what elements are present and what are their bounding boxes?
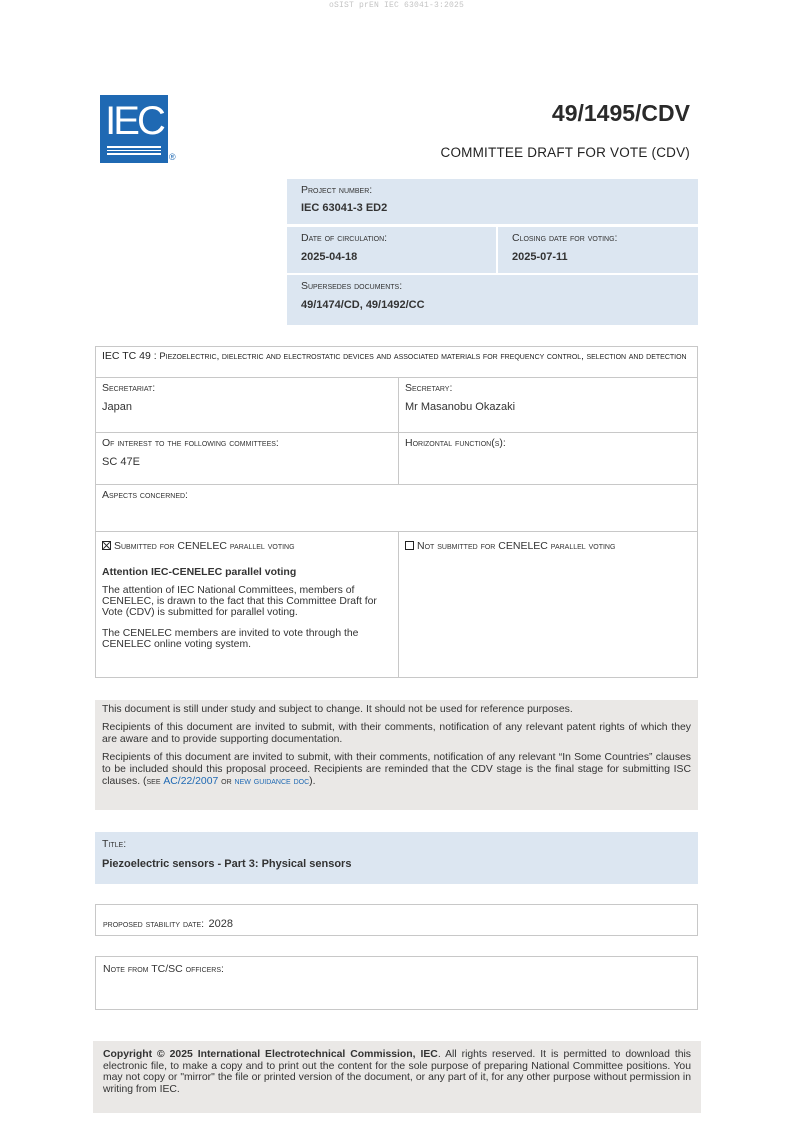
secretary-value: Mr Masanobu Okazaki [405,401,516,413]
cenelec-not-submitted-cell [398,532,697,677]
committee-table [95,346,698,678]
tc-cell [96,347,697,377]
note-label: Note from TC/SC officers: [103,963,224,975]
document-reference: 49/1495/CDV [551,100,690,126]
stability-value: 2028 [208,918,234,930]
secretariat-row [96,378,697,433]
logo-text: IEC [105,99,163,143]
title-value: Piezoelectric sensors - Part 3: Physical sensors [102,858,352,870]
supersedes-documents: 49/1474/CD, 49/1492/CC [301,299,425,311]
secretary-cell [398,378,697,432]
attention-paragraph-1: The attention of IEC National Committees, members of CENELEC, is drawn to the fact that this Committee Draft for Vote (CDV) is submitted for parallel voting. [102,585,377,618]
iec-logo [100,95,168,163]
not-submitted-label: Not submitted for CENELEC parallel voting [417,540,616,552]
tc-number: IEC TC 49 : [102,350,157,362]
attention-title: Attention IEC-CENELEC parallel voting [102,566,297,578]
aspects-row [96,485,697,532]
cenelec-submitted-option [102,540,392,552]
closing-date: 2025-07-11 [512,251,568,263]
tc-row [96,347,697,378]
watermark-text: oSIST prEN IEC 63041-3:2025 [328,1,465,10]
cenelec-row [96,532,697,677]
interest-label: Of interest to the following committees: [102,437,279,449]
closing-date-label: Closing date for voting: [512,232,618,244]
see-text: (see [143,776,161,787]
copyright-bold: Copyright © 2025 International Electrotechnical Commission, IEC [103,1049,438,1060]
interest-value: SC 47E [102,456,140,468]
or-text: or [221,776,232,787]
tc-title: Piezoelectric, dielectric and electrostatic devices and associated materials for frequency control, selection and detection [159,351,687,362]
project-number-cell [287,179,698,224]
secretary-label: Secretary: [405,382,453,394]
cenelec-not-submitted-option [405,540,691,552]
submitted-checkbox[interactable] [102,541,111,550]
document-type: COMMITTEE DRAFT FOR VOTE (CDV) [440,145,690,160]
notice-paragraph-2: Recipients of this document are invited to submit, with their comments, notification of any relevant patent rights of which they are aware and to provide supporting documentation. [102,722,691,745]
interest-row [96,433,697,485]
project-info [287,179,698,325]
aspects-cell [96,485,697,531]
title-label: Title: [102,838,127,850]
closing-date-cell [498,227,698,273]
not-submitted-checkbox[interactable] [405,541,414,550]
notice-paragraph-1: This document is still under study and subject to change. It should not be used for reference purposes. [102,704,573,715]
circulation-date: 2025-04-18 [301,251,358,263]
notice-paragraph-3 [102,752,691,788]
secretariat-label: Secretariat: [102,382,156,394]
secretariat-value: Japan [102,401,132,413]
ac-22-2007-link[interactable]: AC/22/2007 [163,776,219,787]
attention-paragraph-2: The CENELEC members are invited to vote through the CENELEC online voting system. [102,628,359,650]
circulation-date-cell [287,227,496,273]
project-number-label: Project number: [301,184,373,196]
supersedes-cell [287,275,698,325]
registered-mark: ® [169,152,176,162]
copyright-text: . All rights reserved. It is permitted to download this electronic file, to make a copy and to print out the content for the sole purpose of preparing National Committee positions. You may not copy or "mirror" the file or printed version of the document, or any part of it, for any other purpose without permission in writing from IEC. [103,1049,691,1095]
horizontal-label: Horizontal function(s): [405,437,506,449]
stability-box [95,904,698,936]
logo-bars [107,146,161,157]
horizontal-cell [398,433,697,484]
supersedes-label: Supersedes documents: [301,280,403,292]
circulation-date-label: Date of circulation: [301,232,388,244]
project-number: IEC 63041-3 ED2 [301,202,388,214]
notice-paragraph-3-text: Recipients of this document are invited to submit, with their comments, notification of any relevant “In Some Countries” clauses to be included should this proposal proceed. Recipients are reminded that the CDV stage is the final stage for submitting ISC clauses. [102,752,691,787]
interest-cell [96,433,398,484]
secretariat-cell [96,378,398,432]
title-box [95,832,698,884]
notice-end: ). [309,776,316,787]
stability-label: proposed stability date: [103,918,205,930]
notice-box [95,700,698,810]
new-guidance-doc-link[interactable]: new guidance doc [234,776,310,787]
copyright-box [93,1041,701,1113]
aspects-label: Aspects concerned: [102,489,188,501]
note-box [95,956,698,1010]
cenelec-submitted-cell [96,532,398,677]
submitted-label: Submitted for CENELEC parallel voting [114,540,295,552]
